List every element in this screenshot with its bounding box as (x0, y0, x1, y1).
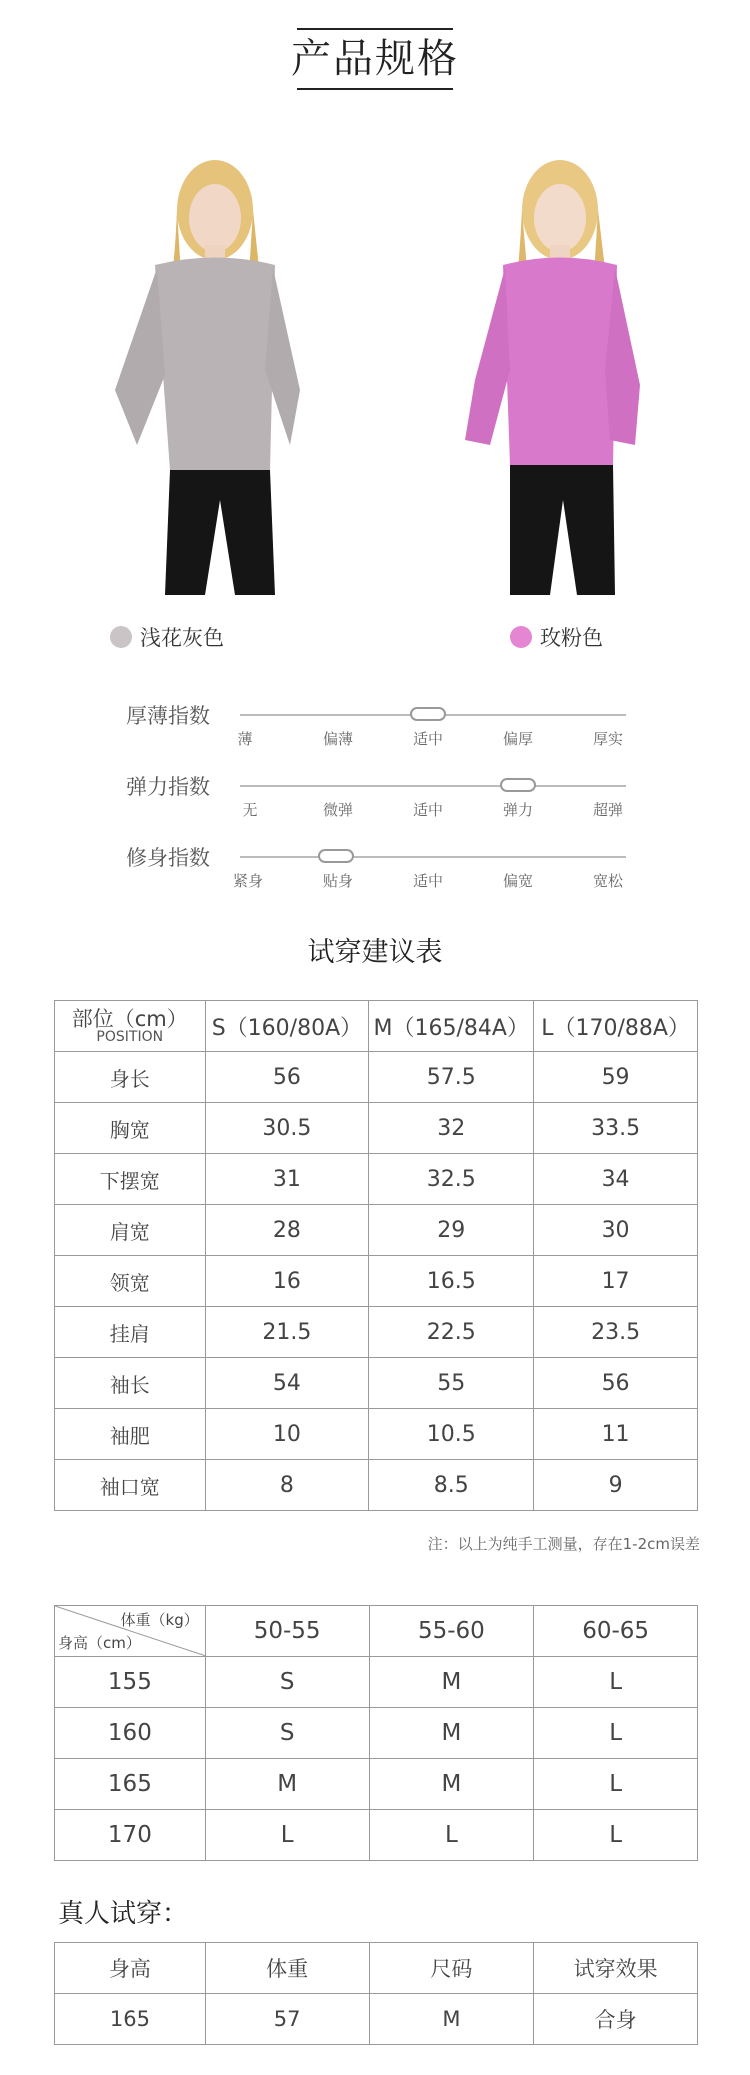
index-tick: 宽松 (592, 872, 623, 890)
fit-cell: L (205, 1810, 369, 1861)
fit-cell: L (534, 1708, 698, 1759)
size-cell: 30.5 (205, 1103, 369, 1154)
index-name: 修身指数 (126, 846, 210, 870)
fit-cell: L (534, 1810, 698, 1861)
fit-cell: S (205, 1657, 369, 1708)
index-tick: 微弹 (322, 801, 353, 819)
size-table (54, 1000, 698, 1511)
index-tick: 偏厚 (502, 730, 533, 748)
size-cell: 10.5 (369, 1409, 534, 1460)
rose-pink-swatch (510, 626, 532, 648)
fit-cell: S (205, 1708, 369, 1759)
diagonal-corner-cell (55, 1606, 206, 1657)
height-cell: 160 (55, 1708, 206, 1759)
size-cell: 10 (205, 1409, 369, 1460)
real-fit-header-cell: 体重 (205, 1943, 369, 1994)
table-row (55, 1205, 698, 1256)
height-axis-label: 身高（cm） (58, 1634, 141, 1652)
thickness-index (0, 700, 750, 750)
size-cell: 32 (369, 1103, 534, 1154)
size-cell: 54 (205, 1358, 369, 1409)
index-tick: 贴身 (322, 872, 353, 890)
fit-cell: L (369, 1810, 534, 1861)
table-row (55, 1103, 698, 1154)
real-fit-cell: M (369, 1994, 534, 2045)
part-name: 挂肩 (55, 1307, 206, 1358)
index-tick: 薄 (237, 730, 253, 748)
slim-fit-index (0, 842, 750, 892)
table-row (55, 1256, 698, 1307)
elasticity-index (0, 771, 750, 821)
index-tick: 厚实 (592, 730, 623, 748)
part-name: 领宽 (55, 1256, 206, 1307)
page-title-block (0, 28, 750, 90)
size-cell: 56 (534, 1358, 698, 1409)
size-header-l: L（170/88A） (534, 1001, 698, 1052)
weight-header: 60-65 (534, 1606, 698, 1657)
size-cell: 16 (205, 1256, 369, 1307)
fit-cell: M (369, 1708, 534, 1759)
size-cell: 32.5 (369, 1154, 534, 1205)
part-name: 下摆宽 (55, 1154, 206, 1205)
index-name: 厚薄指数 (126, 704, 210, 728)
table-row (55, 1409, 698, 1460)
real-fit-cell: 合身 (534, 1994, 698, 2045)
position-header (55, 1001, 206, 1052)
weight-header: 50-55 (205, 1606, 369, 1657)
rose-pink-label: 玫粉色 (540, 626, 603, 650)
size-cell: 17 (534, 1256, 698, 1307)
table-row (55, 1307, 698, 1358)
light-gray-swatch (110, 626, 132, 648)
index-tick: 无 (242, 801, 258, 819)
index-knob (410, 707, 446, 721)
position-sub-label: POSITION (96, 1029, 164, 1045)
real-fit-table (54, 1942, 698, 2045)
fit-cell: M (369, 1759, 534, 1810)
fit-cell: M (369, 1657, 534, 1708)
table-row (55, 1759, 698, 1810)
index-tick: 适中 (412, 730, 443, 748)
size-cell: 55 (369, 1358, 534, 1409)
fit-cell: L (534, 1759, 698, 1810)
real-fit-header (55, 1943, 698, 1994)
part-name: 胸宽 (55, 1103, 206, 1154)
size-cell: 56 (205, 1052, 369, 1103)
size-cell: 29 (369, 1205, 534, 1256)
index-name: 弹力指数 (126, 775, 210, 799)
index-tick: 紧身 (232, 872, 263, 890)
size-header-m: M（165/84A） (369, 1001, 534, 1052)
index-tick: 偏宽 (502, 872, 533, 890)
part-name: 袖肥 (55, 1409, 206, 1460)
size-table-header (55, 1001, 698, 1052)
table-row (55, 1657, 698, 1708)
index-tick: 适中 (412, 801, 443, 819)
table-row (55, 1052, 698, 1103)
fit-cell: L (534, 1657, 698, 1708)
index-knob (318, 849, 354, 863)
size-cell: 59 (534, 1052, 698, 1103)
model-photo-pink (445, 140, 675, 600)
size-cell: 30 (534, 1205, 698, 1256)
table-row (55, 1154, 698, 1205)
table-row (55, 1708, 698, 1759)
measurement-note: 注：以上为纯手工测量，存在1-2cm误差 (427, 1535, 700, 1553)
size-cell: 8 (205, 1460, 369, 1511)
index-track (240, 785, 626, 787)
index-tick: 弹力 (502, 801, 533, 819)
table-row (55, 1810, 698, 1861)
part-name: 袖口宽 (55, 1460, 206, 1511)
index-tick: 超弹 (592, 801, 623, 819)
size-cell: 33.5 (534, 1103, 698, 1154)
size-cell: 11 (534, 1409, 698, 1460)
weight-axis-label: 体重（kg） (120, 1611, 199, 1629)
height-cell: 155 (55, 1657, 206, 1708)
index-tick: 偏薄 (322, 730, 353, 748)
part-name: 肩宽 (55, 1205, 206, 1256)
color-option-light-gray[interactable] (110, 622, 224, 652)
real-fit-cell: 165 (55, 1994, 206, 2045)
part-name: 袖长 (55, 1358, 206, 1409)
index-knob (500, 778, 536, 792)
table-row (55, 1358, 698, 1409)
size-cell: 57.5 (369, 1052, 534, 1103)
height-cell: 170 (55, 1810, 206, 1861)
size-cell: 16.5 (369, 1256, 534, 1307)
size-cell: 28 (205, 1205, 369, 1256)
size-cell: 22.5 (369, 1307, 534, 1358)
page-title: 产品规格 (291, 36, 459, 82)
color-option-rose-pink[interactable] (510, 622, 603, 652)
size-cell: 31 (205, 1154, 369, 1205)
fit-table-header (55, 1606, 698, 1657)
table-row (55, 1460, 698, 1511)
light-gray-label: 浅花灰色 (140, 626, 224, 650)
real-fit-title: 真人试穿： (58, 1899, 189, 1929)
index-tick: 适中 (412, 872, 443, 890)
size-cell: 9 (534, 1460, 698, 1511)
model-photo-gray (95, 140, 325, 600)
real-fit-cell: 57 (205, 1994, 369, 2045)
size-cell: 34 (534, 1154, 698, 1205)
real-fit-header-cell: 尺码 (369, 1943, 534, 1994)
title-bottom-rule (297, 88, 453, 90)
fit-table (54, 1605, 698, 1861)
real-fit-header-cell: 试穿效果 (534, 1943, 698, 1994)
height-cell: 165 (55, 1759, 206, 1810)
part-name: 身长 (55, 1052, 206, 1103)
size-cell: 21.5 (205, 1307, 369, 1358)
table-row (55, 1994, 698, 2045)
index-track (240, 856, 626, 858)
weight-header: 55-60 (369, 1606, 534, 1657)
size-header-s: S（160/80A） (205, 1001, 369, 1052)
size-cell: 8.5 (369, 1460, 534, 1511)
size-table-title: 试穿建议表 (307, 937, 443, 968)
fit-cell: M (205, 1759, 369, 1810)
position-label: 部位（cm） (71, 1007, 188, 1031)
size-cell: 23.5 (534, 1307, 698, 1358)
real-fit-header-cell: 身高 (55, 1943, 206, 1994)
